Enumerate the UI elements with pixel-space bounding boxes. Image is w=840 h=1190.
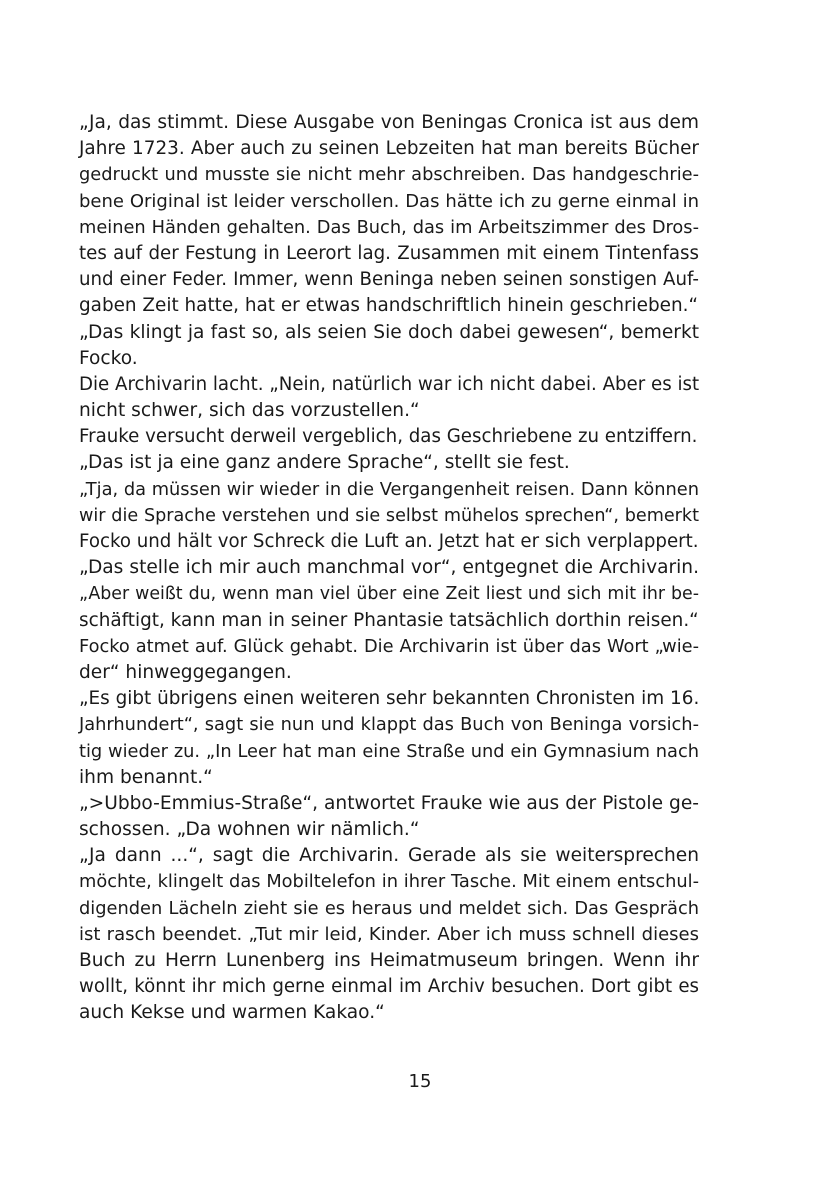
text-line: ihm benannt.“ bbox=[79, 766, 213, 788]
text-line: schäftigt, kann man in seiner Phantasie tatsächlich dorthin reisen.“ bbox=[79, 609, 699, 631]
text-line: schossen. „Da wohnen wir nämlich.“ bbox=[79, 819, 420, 841]
text-line: Focko und hält vor Schreck die Luft an. Jetzt hat er sich verplappert. bbox=[79, 531, 699, 552]
text-line: Jahre 1723. Aber auch zu seinen Lebzeiten hat man bereits Bücher bbox=[79, 138, 699, 160]
text-line: Frauke versucht derweil vergeblich, das Geschriebene zu entziffern. bbox=[79, 426, 698, 448]
text-line: „Ja dann ...“, sagt die Archivarin. Gerade als sie weitersprechen bbox=[79, 845, 699, 867]
text-line: „Aber weißt du, wenn man viel über eine Zeit liest und sich mit ihr be- bbox=[79, 584, 699, 605]
text-line: auch Kekse und warmen Kakao.“ bbox=[79, 1002, 385, 1024]
text-line: tes auf der Festung in Leerort lag. Zusammen mit einem Tintenfass bbox=[79, 242, 699, 264]
text-line: möchte, klingelt das Mobiltelefon in ihrer Tasche. Mit einem entschul- bbox=[79, 871, 699, 893]
text-line: tig wieder zu. „In Leer hat man eine Straße und ein Gymnasium nach bbox=[79, 740, 699, 762]
body-text bbox=[79, 110, 699, 1027]
text-line: nicht schwer, sich das vorzustellen.“ bbox=[79, 400, 420, 422]
text-line: „Ja, das stimmt. Diese Ausgabe von Beningas Cronica ist aus dem bbox=[79, 112, 699, 133]
text-line: „Tja, da müssen wir wieder in die Vergangenheit reisen. Dann können bbox=[79, 478, 699, 500]
page-number: 15 bbox=[408, 1071, 432, 1092]
text-line: Buch zu Herrn Lunenberg ins Heimatmuseum bringen. Wenn ihr bbox=[79, 950, 699, 971]
text-line: wir die Sprache verstehen und sie selbst mühelos sprechen“, bemerkt bbox=[79, 505, 699, 526]
text-line: „Das ist ja eine ganz andere Sprache“, stellt sie fest. bbox=[79, 452, 570, 474]
text-line: „Das stelle ich mir auch manchmal vor“, entgegnet die Archivarin. bbox=[79, 557, 699, 579]
text-line: Jahrhundert“, sagt sie nun und klappt das Buch von Beninga vorsich- bbox=[79, 714, 699, 736]
text-line: wollt, könnt ihr mich gerne einmal im Archiv besuchen. Dort gibt es bbox=[79, 976, 699, 998]
text-line: und einer Feder. Immer, wenn Beninga neben seinen sonstigen Auf- bbox=[79, 269, 699, 291]
text-line: „Es gibt übrigens einen weiteren sehr bekannten Chronisten im 16. bbox=[79, 688, 700, 710]
text-line: „>Ubbo-Emmius-Straße“, antwortet Frauke wie aus der Pistole ge- bbox=[79, 792, 699, 814]
text-line: Focko. bbox=[79, 347, 138, 369]
text-line: der“ hinweggegangen. bbox=[79, 661, 292, 683]
text-line: ist rasch beendet. „Tut mir leid, Kinder. Aber ich muss schnell dieses bbox=[79, 923, 699, 945]
text-line: gedruckt und musste sie nicht mehr abschreiben. Das handgeschrie- bbox=[79, 164, 699, 186]
text-line: Focko atmet auf. Glück gehabt. Die Archivarin ist über das Wort „wie- bbox=[79, 635, 699, 657]
text-line: meinen Händen gehalten. Das Buch, das im Arbeitszimmer des Dros- bbox=[79, 216, 699, 238]
text-line: gaben Zeit hatte, hat er etwas handschriftlich hinein geschrieben.“ bbox=[79, 295, 698, 317]
text-line: bene Original ist leider verschollen. Das hätte ich zu gerne einmal in bbox=[79, 190, 699, 212]
text-line: „Das klingt ja fast so, als seien Sie doch dabei gewesen“, bemerkt bbox=[79, 321, 699, 343]
text-line: Die Archivarin lacht. „Nein, natürlich war ich nicht dabei. Aber es ist bbox=[79, 373, 700, 395]
text-line: digenden Lächeln zieht sie es heraus und meldet sich. Das Gespräch bbox=[79, 897, 699, 919]
